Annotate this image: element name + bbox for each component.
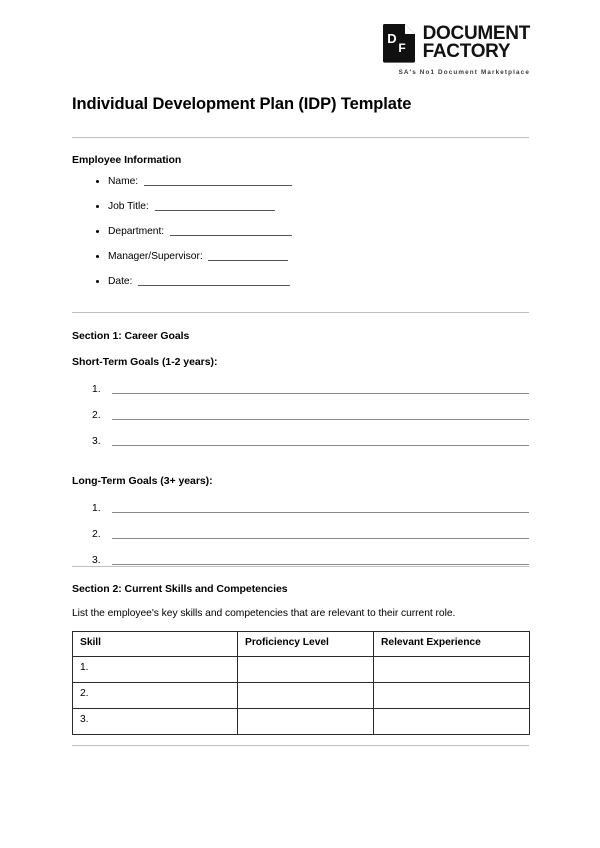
item-number: 3.: [92, 436, 101, 447]
section1: [72, 330, 529, 576]
cell-proficiency-3[interactable]: [238, 709, 374, 735]
column-header-relevant-experience: Relevant Experience: [374, 632, 530, 657]
manager-supervisor-field[interactable]: [208, 248, 288, 261]
field-label: Department:: [108, 226, 165, 237]
employee-information-heading: Employee Information: [72, 154, 182, 166]
short-term-goals-list: [72, 379, 529, 457]
table-header: [73, 632, 530, 657]
long-term-goals-list: [72, 498, 529, 576]
cell-skill-1[interactable]: 1.: [73, 657, 238, 683]
field-label: Job Title:: [108, 201, 149, 212]
cell-experience-3[interactable]: [374, 709, 530, 735]
field-label: Name:: [108, 176, 139, 187]
short-term-goals-subheading: Short-Term Goals (1-2 years):: [72, 356, 218, 368]
name-field[interactable]: [144, 173, 292, 186]
long-term-goal-1-input[interactable]: [112, 512, 529, 513]
brand-logo: [378, 23, 530, 76]
bullet-icon: [96, 205, 99, 208]
bullet-icon: [96, 255, 99, 258]
list-item: [72, 405, 529, 431]
item-number: 1.: [92, 384, 101, 395]
table-header-row: [73, 632, 530, 657]
divider-after-employee-info: [72, 312, 529, 313]
skills-table: [72, 631, 530, 735]
brand-tagline: SA's No1 Document Marketplace: [398, 69, 530, 76]
short-term-goal-3-input[interactable]: [112, 445, 529, 446]
list-item: [72, 169, 529, 194]
list-item: [72, 219, 529, 244]
list-item: [72, 379, 529, 405]
column-header-proficiency-level: Proficiency Level: [238, 632, 374, 657]
item-number: 2.: [92, 529, 101, 540]
table-row: [73, 657, 530, 683]
svg-text:D: D: [386, 31, 397, 46]
item-number: 1.: [92, 503, 101, 514]
section1-heading: Section 1: Career Goals: [72, 330, 190, 342]
svg-text:F: F: [397, 41, 406, 55]
cell-skill-3[interactable]: 3.: [73, 709, 238, 735]
document-page-icon: [383, 23, 416, 63]
brand-name-line1: DOCUMENT: [422, 22, 530, 44]
bullet-icon: [96, 230, 99, 233]
list-item: [72, 431, 529, 457]
department-field[interactable]: [170, 223, 292, 236]
section2-description: List the employee's key skills and competencies that are relevant to their current role.: [72, 608, 456, 619]
brand-row: [383, 23, 530, 63]
cell-proficiency-2[interactable]: [238, 683, 374, 709]
list-item: [72, 550, 529, 576]
cell-experience-2[interactable]: [374, 683, 530, 709]
bullet-icon: [96, 280, 99, 283]
list-item: [72, 498, 529, 524]
table-row: [73, 709, 530, 735]
field-label: Date:: [108, 276, 133, 287]
column-header-skill: Skill: [73, 632, 238, 657]
list-item: [72, 524, 529, 550]
short-term-goal-1-input[interactable]: [112, 393, 529, 394]
item-number: 2.: [92, 410, 101, 421]
long-term-goals-subheading: Long-Term Goals (3+ years):: [72, 475, 213, 487]
item-number: 3.: [92, 555, 101, 566]
list-item: [72, 194, 529, 219]
cell-proficiency-1[interactable]: [238, 657, 374, 683]
divider-after-section2: [72, 745, 529, 746]
brand-wordmark: [422, 22, 530, 62]
short-term-goal-2-input[interactable]: [112, 419, 529, 420]
section2: [72, 583, 529, 735]
list-item: [72, 244, 529, 269]
employee-information-fields: [72, 169, 529, 294]
cell-skill-2[interactable]: 2.: [73, 683, 238, 709]
list-item: [72, 269, 529, 294]
long-term-goal-3-input[interactable]: [112, 564, 529, 565]
section2-heading: Section 2: Current Skills and Competencies: [72, 583, 288, 595]
cell-experience-1[interactable]: [374, 657, 530, 683]
table-row: [73, 683, 530, 709]
brand-name-line2: FACTORY: [422, 41, 511, 62]
page-title: Individual Development Plan (IDP) Template: [72, 95, 412, 113]
table-body: [73, 657, 530, 735]
divider-after-title: [72, 137, 529, 138]
bullet-icon: [96, 180, 99, 183]
long-term-goal-2-input[interactable]: [112, 538, 529, 539]
date-field[interactable]: [138, 273, 290, 286]
employee-information-section: [72, 154, 529, 294]
job-title-field[interactable]: [155, 198, 275, 211]
field-label: Manager/Supervisor:: [108, 251, 203, 262]
